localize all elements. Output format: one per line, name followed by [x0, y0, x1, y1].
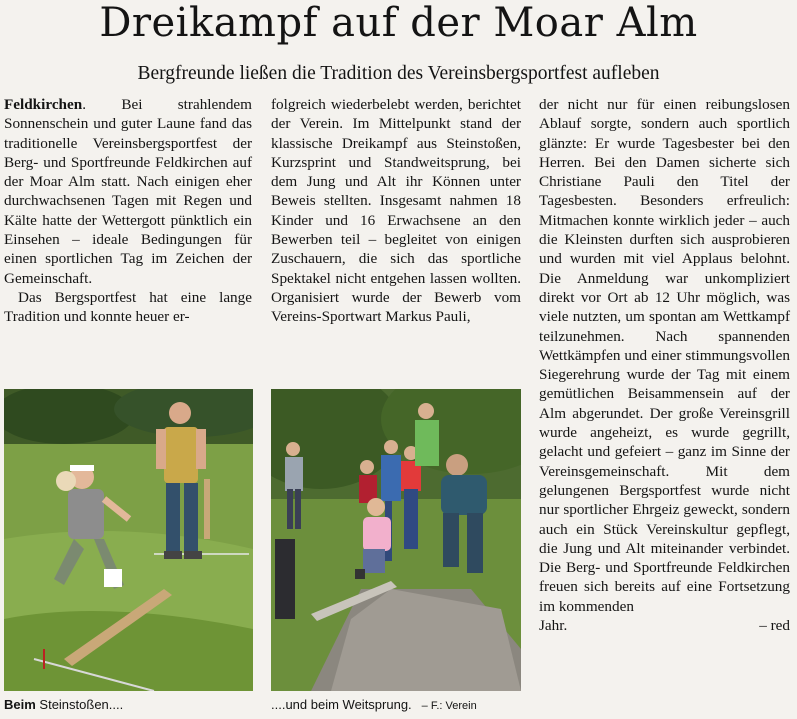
- photo-caption-shot-put: [4, 697, 123, 713]
- photo-long-jump: [271, 389, 521, 691]
- photo-credit: – F.: Verein: [421, 700, 477, 712]
- paragraph: der nicht nur für einen reibungslosen Ablauf sorgte, sondern auch sportlich glänzte: Er wurde Tagesbester bei den Herren. Bei den Damen sicherte sich Christiane Pauli den Titel der Tagesbesten. Besonders erfreulich: Mitmachen konnte wirklich jeder – auch die Kleinsten durften sich ausprobieren und wurden mit viel Applaus belohnt. Die Anmeldung war unkompliziert direkt vor Ort ab 12 Uhr möglich, was viele nutzten, um spontan am Wettkampf teilzunehmen. Nach spannenden Wettkämpfen und einer stimmungsvollen Siegerehrung wurde der Tag mit einem gemütlichen Beisammensein auf der Alm abgerundet. Der große Vereinsgrill wurde angeheizt, es wurde gegrillt, gelacht und gefeiert – ganz im Sinne der Vereinsgemeinschaft. Mit dem gelungenen Bergsportfest wurde nicht nur sportlicher Ehrgeiz geweckt, sondern auch ein Stück Vereinskultur gepflegt, die Jung und Alt miteinander verbindet. Die Berg- und Sportfreunde Feldkirchen freuen sich bereits auf eine Fortsetzung im kommenden: [539, 96, 790, 615]
- article-column-1: [4, 95, 252, 327]
- paragraph: Das Bergsportfest hat eine lange Tradition und konnte heuer er-: [4, 288, 252, 326]
- article-column-2: [271, 95, 521, 327]
- headline: Dreikampf auf der Moar Alm: [99, 0, 698, 46]
- closing-line: [539, 616, 790, 635]
- paragraph: [4, 95, 252, 288]
- paragraph-end: Jahr.: [539, 617, 568, 635]
- shot-put-illustration: [4, 389, 253, 691]
- subheadline: Bergfreunde ließen die Tradition des Vereinsbergsportfest aufleben: [137, 63, 660, 84]
- long-jump-illustration: [271, 389, 521, 691]
- paragraph: folgreich wiederbelebt werden, berichtet der Verein. Im Mittelpunkt stand der klassische Dreikampf aus Steinstoßen, Kurzsprint und Standweitsprung, bei dem Jung und Alt ihr Können unter Beweis stellten. Insgesamt nahmen 18 Kinder und 16 Erwachsene an den Bewerben teil – begleitet von einigen Zuschauern, die sich das sportliche Spektakel nicht entgehen lassen wollten. Organisiert wurde der Bewerb vom Vereins-Sportwart Markus Pauli,: [271, 96, 521, 326]
- article-column-3: [539, 95, 790, 635]
- photo-caption-long-jump: [271, 697, 477, 714]
- photo-shot-put: [4, 389, 253, 691]
- dateline: Feldkirchen: [4, 96, 83, 113]
- caption-text: Steinstoßen....: [35, 697, 124, 712]
- caption-bold: Beim: [4, 697, 36, 712]
- paragraph-text: . Bei strahlendem Sonnenschein und guter Laune fand das traditionelle Vereinsbergsportfest der Berg- und Sportfreunde Feldkirchen auf der Moar Alm statt. Nach einigen eher durchwachsenen Tagen mit Regen und Kälte hatte der Wettergott pünktlich ein Einsehen – ideale Bedingungen für einen sportlichen Tag im Zeichen der Gemeinschaft.: [4, 96, 252, 287]
- author-signature: – red: [759, 617, 790, 635]
- caption-text: ....und beim Weitsprung.: [271, 697, 412, 712]
